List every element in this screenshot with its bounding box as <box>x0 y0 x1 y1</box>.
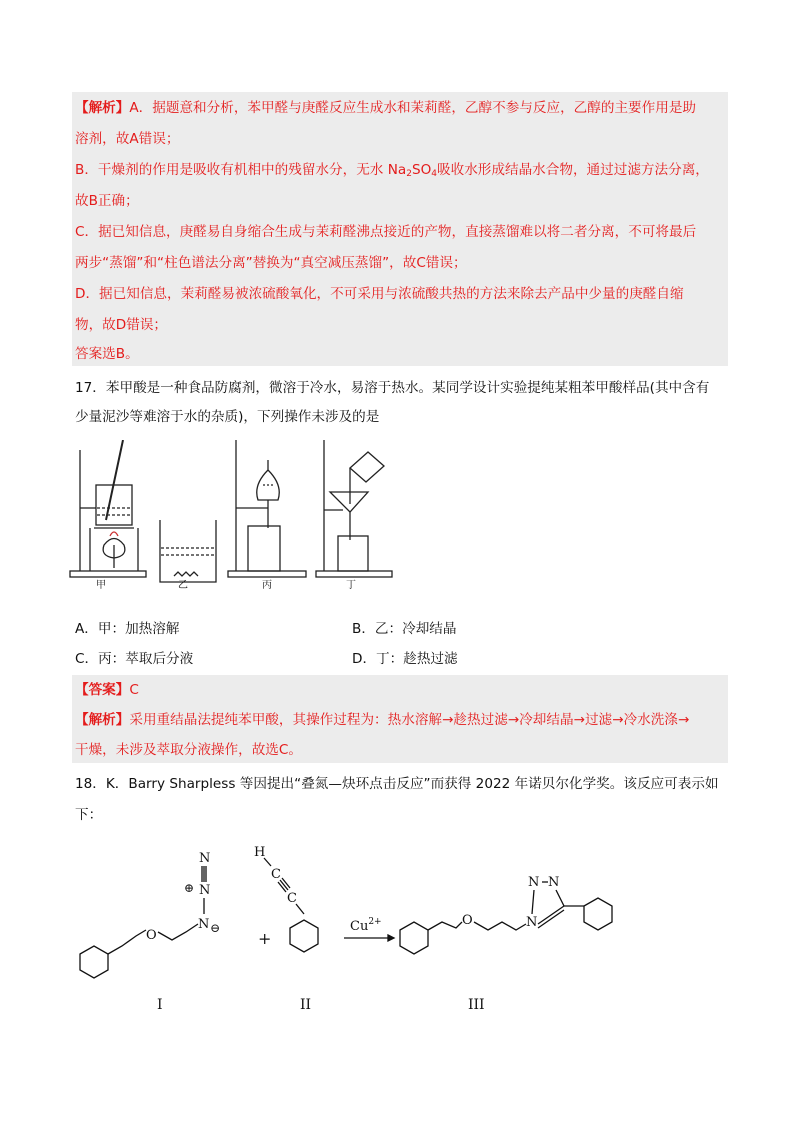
analysis-17-line-1: 【解析】采用重结晶法提纯苯甲酸，其操作过程为：热水溶解→趁热过滤→冷却结晶→过滤→冷水洗涤→ <box>75 712 690 728</box>
option-b: B．乙：冷却结晶 <box>352 621 457 637</box>
apparatus-figure <box>68 440 408 590</box>
question-17-line-1: 17．苯甲酸是一种食品防腐剂，微溶于冷水，易溶于热水。某同学设计实验提纯某粗苯甲酸样品(其中含有 <box>75 380 710 396</box>
atom-n-2: N <box>199 883 211 898</box>
charge-neg: ⊖ <box>210 921 221 935</box>
option-c: C．丙：萃取后分液 <box>75 651 194 667</box>
apparatus-ding <box>316 440 392 577</box>
label-I: I <box>157 997 163 1013</box>
atom-n-ring-3: N <box>548 875 560 890</box>
analysis-16-line-4: 故B正确； <box>75 193 139 209</box>
apparatus-bing <box>228 440 306 577</box>
analysis-17-line-2: 干燥，未涉及萃取分液操作，故选C。 <box>75 742 302 758</box>
analysis-16-line-1: 【解析】A．据题意和分析，苯甲醛与庚醛反应生成水和茉莉醛，乙醇不参与反应，乙醇的主要作用是助 <box>75 100 697 116</box>
label-II: II <box>300 997 312 1013</box>
atom-o-1: O <box>146 928 157 943</box>
analysis-16-line-7: D．据已知信息，茉莉醛易被浓硫酸氧化，不可采用与浓硫酸共热的方法来除去产品中少量的庚醛自缩 <box>75 286 684 302</box>
analysis-16-line-6: 两步“蒸馏”和“柱色谱法分离”替换为“真空减压蒸馏”，故C错误； <box>75 255 467 271</box>
plus-sign: + <box>258 929 272 948</box>
atom-n-ring-2: N <box>528 875 540 890</box>
label-III: III <box>468 997 485 1013</box>
charge-pos: ⊕ <box>184 881 195 895</box>
option-a: A．甲：加热溶解 <box>75 621 180 637</box>
compound-III <box>400 875 612 954</box>
analysis-16-line-2: 溶剂，故A错误； <box>75 131 180 147</box>
question-18-line-2: 下： <box>75 807 103 823</box>
answer-17: 【答案】C <box>75 682 139 698</box>
question-18-line-1: 18．K．Barry Sharpless 等因提出“叠氮—炔环点击反应”而获得 2022 年诺贝尔化学奖。该反应可表示如 <box>75 776 719 792</box>
atom-n-1: N <box>199 851 211 866</box>
atom-c-2: C <box>287 891 297 906</box>
analysis-16-line-8: 物，故D错误； <box>75 317 168 333</box>
atom-o-2: O <box>462 913 473 928</box>
label-bing: 丙 <box>262 580 272 591</box>
label-yi: 乙 <box>178 580 188 591</box>
catalyst: $Cu^{2+}$ <box>350 917 382 934</box>
atom-h: H <box>254 845 266 860</box>
atom-n-3: N <box>198 917 210 932</box>
atom-c-1: C <box>271 867 281 882</box>
option-d: D．丁：趁热过滤 <box>352 651 458 667</box>
apparatus-yi <box>160 520 216 582</box>
analysis-16-line-5: C．据已知信息，庚醛易自身缩合生成与茉莉醛沸点接近的产物，直接蒸馏难以将二者分离，不可将最后 <box>75 224 697 240</box>
question-17-line-2: 少量泥沙等难溶于水的杂质)，下列操作未涉及的是 <box>75 409 380 425</box>
atom-n-ring-1: N <box>526 915 538 930</box>
reaction-scheme <box>68 842 648 1022</box>
label-jia: 甲 <box>96 580 106 591</box>
compound-I <box>80 851 220 978</box>
label-ding: 丁 <box>346 580 356 591</box>
apparatus-jia <box>70 440 146 577</box>
analysis-16-line-9: 答案选B。 <box>75 346 139 362</box>
analysis-16-line-3: B．干燥剂的作用是吸收有机相中的残留水分，无水 $Na_2SO_4$吸收水形成结晶水合物，通过过滤方法分离， <box>75 162 709 179</box>
